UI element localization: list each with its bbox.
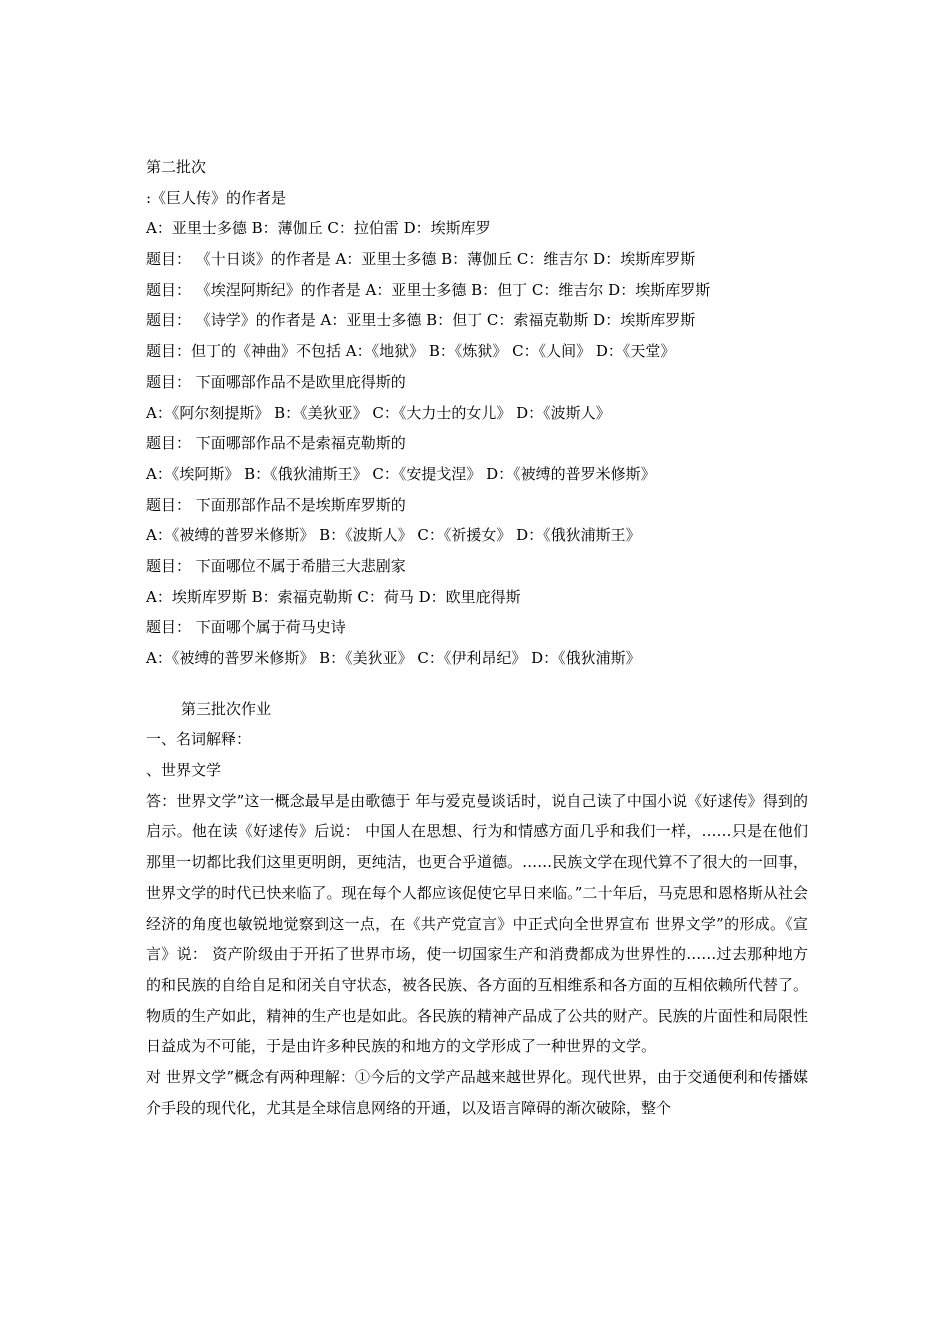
section-spacer (146, 674, 808, 694)
question-line: 题目： 下面哪位不属于希腊三大悲剧家 (146, 556, 406, 575)
question-line: 题目：但丁的《神曲》不包括 A：《地狱》 B：《炼狱》 C：《人间》 D：《天堂》 (146, 342, 676, 361)
batch2-heading: 第二批次 (146, 158, 207, 176)
options-line: A：《被缚的普罗米修斯》 B：《美狄亚》 C：《伊利昂纪》 D：《俄狄浦斯》 (146, 649, 641, 667)
question-line: 题目： 下面哪个属于荷马史诗 (146, 618, 346, 637)
options-line: A：《阿尔刻提斯》 B：《美狄亚》 C：《大力士的女儿》 D：《波斯人》 (146, 403, 611, 422)
question-line: 题目： 下面那部作品不是埃斯库罗斯的 (146, 495, 406, 514)
options-line: A：亚里士多德 B：薄伽丘 C：拉伯雷 D：埃斯库罗 (146, 219, 491, 238)
options-line: A：埃斯库罗斯 B：索福克勒斯 C：荷马 D：欧里庇得斯 (146, 587, 521, 606)
batch3-heading: 第三批次作业 (181, 699, 272, 718)
section-title: 一、名词解释： (146, 730, 252, 749)
question-line: :《巨人传》的作者是 (146, 188, 287, 207)
answer-paragraph: 对 世界文学”概念有两种理解：①今后的文学产品越来越世界化。现代世界，由于交通便利和传播媒介手段的现代化，尤其是全球信息网络的开通，以及语言障碍的渐次破除，整个 (146, 1068, 808, 1117)
document-body (146, 152, 808, 1123)
question-line: 题目： 下面哪部作品不是索福克勒斯的 (146, 434, 406, 453)
options-line: A：《埃阿斯》 B：《俄狄浦斯王》 C：《安提戈涅》 D：《被缚的普罗米修斯》 (146, 464, 656, 483)
question-line: 题目： 下面哪部作品不是欧里庇得斯的 (146, 372, 406, 391)
question-line: 题目： 《十日谈》的作者是 A：亚里士多德 B：薄伽丘 C：维吉尔 D：埃斯库罗斯 (146, 250, 696, 269)
question-line: 题目： 《埃涅阿斯纪》的作者是 A：亚里士多德 B：但丁 C：维吉尔 D：埃斯库罗斯 (146, 280, 711, 299)
term-title: 、世界文学 (146, 761, 222, 780)
question-line: 题目： 《诗学》的作者是 A：亚里士多德 B：但丁 C：索福克勒斯 D：埃斯库罗斯 (146, 311, 696, 330)
options-line: A：《被缚的普罗米修斯》 B：《波斯人》 C：《祈援女》 D：《俄狄浦斯王》 (146, 526, 641, 545)
answer-paragraph: 答：世界文学”这一概念最早是由歌德于 年与爱克曼谈话时，说自己读了中国小说《好逑传》得到的启示。他在读《好逑传》后说： 中国人在思想、行为和情感方面几乎和我们一样，……只是在他们那里一切都比我们这里更明朗，更纯洁，也更合乎道德。……民族文学在现代算不了很大的一回事，世界文学的时代已快来临了。现在每个人都应该促使它早日来临。”二十年后，马克思和恩格斯从社会经济的角度也敏锐地觉察到这一点，在《共产党宣言》中正式向全世界宣布 世界文学”的形成。《宣言》说： 资产阶级由于开拓了世界市场，使一切国家生产和消费都成为世界性的……过去那种地方的和民族的自给自足和闭关自守状态，被各民族、各方面的互相维系和各方面的互相依赖所代替了。物质的生产如此，精神的生产也是如此。各民族的精神产品成了公共的财产。民族的片面性和局限性日益成为不可能，于是由许多种民族的和地方的文学形成了一种世界的文学。 (146, 791, 808, 1056)
